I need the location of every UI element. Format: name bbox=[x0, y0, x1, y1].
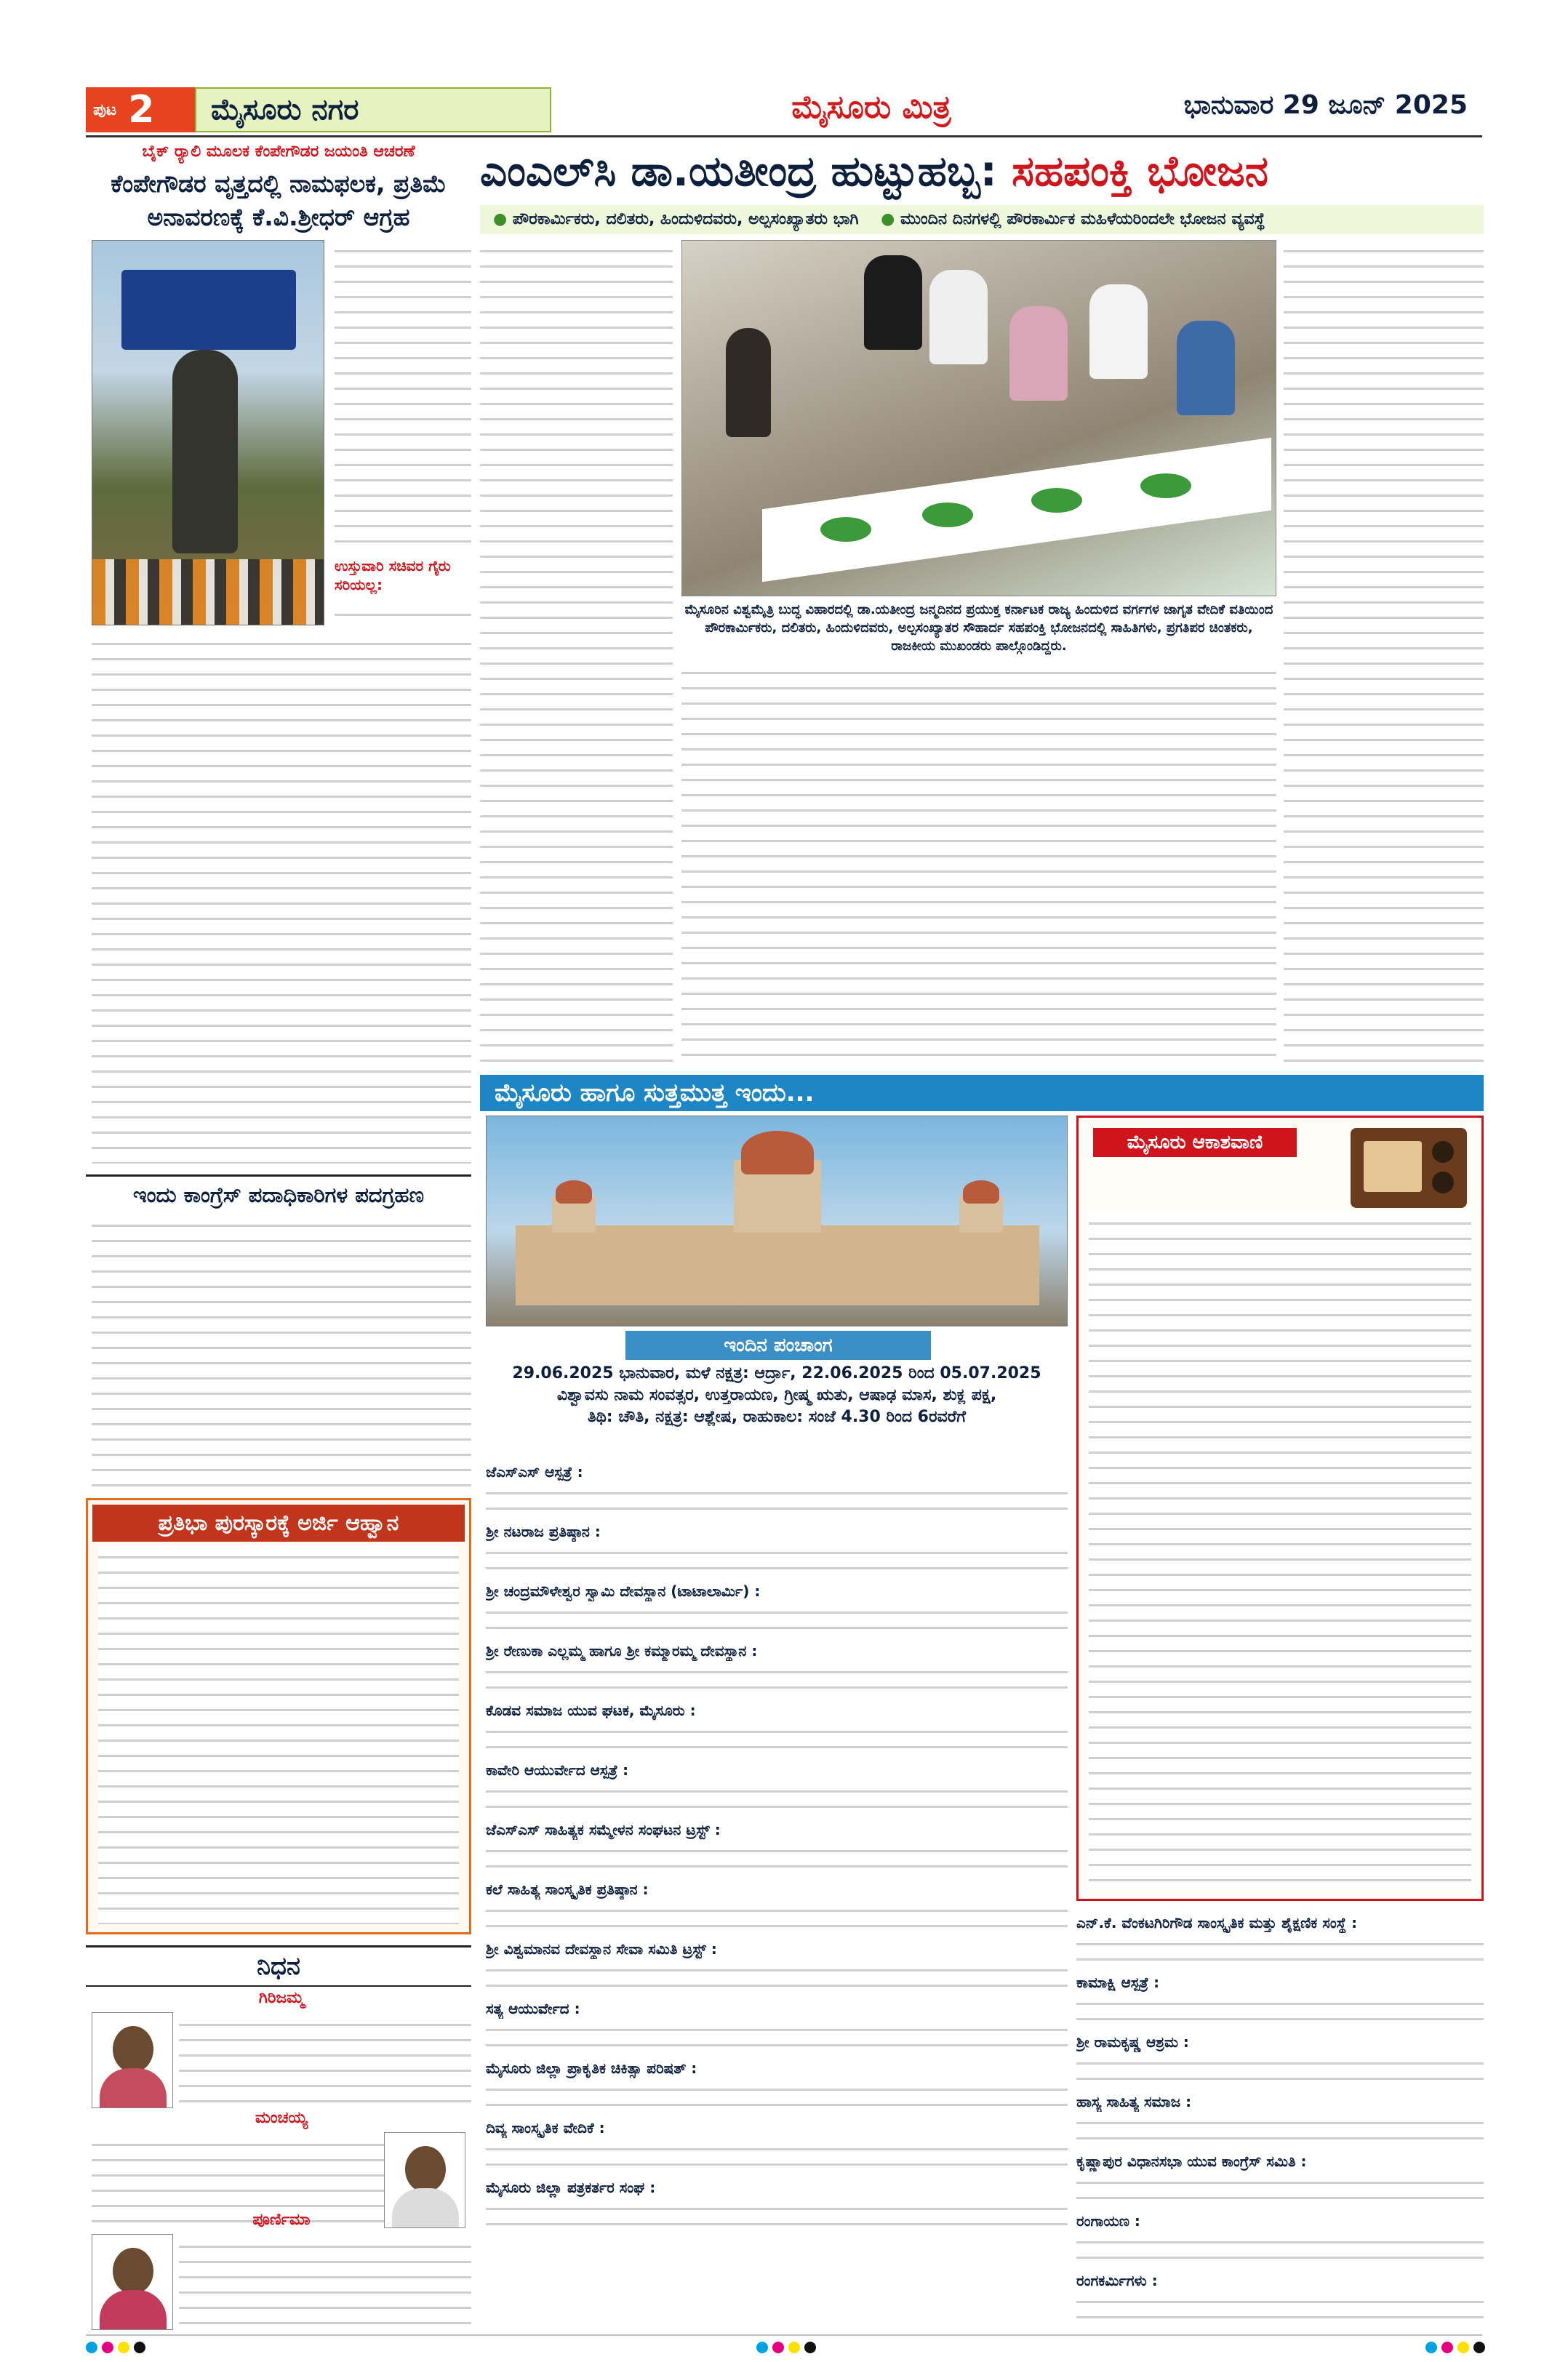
main-headline-red: ಸಹಪಂಕ್ತಿ ಭೋಜನ bbox=[1012, 146, 1269, 196]
event-listing-text bbox=[486, 2198, 1068, 2234]
event-listing bbox=[486, 2118, 1068, 2177]
radio-schedule-heading: ಮೈಸೂರು ಆಕಾಶವಾಣಿ bbox=[1093, 1128, 1297, 1157]
event-listing-title: ಕೃಷ್ಣಾಪುರ ವಿಧಾನಸಭಾ ಯುವ ಕಾಂಗ್ರೆಸ್ ಸಮಿತಿ : bbox=[1076, 2153, 1307, 2170]
registration-mark-icon bbox=[772, 2342, 784, 2353]
statue-crowd bbox=[92, 559, 324, 625]
main-story-subheads bbox=[480, 205, 1484, 234]
event-listing-text bbox=[486, 1482, 1068, 1518]
event-listing-text bbox=[486, 1601, 1068, 1638]
event-listing-text bbox=[486, 2019, 1068, 2055]
left-story-kicker: ಬೈಕ್ ರ್‍ಯಾಲಿ ಮೂಲಕ ಕೆಂಪೇಗೌಡರ ಜಯಂತಿ ಆಚರಣೆ bbox=[142, 143, 415, 161]
event-listing-title: ಕಾವೇರಿ ಆಯುರ್ವೇದ ಆಸ್ಪತ್ರೆ : bbox=[486, 1761, 629, 1779]
registration-mark-icon bbox=[1473, 2342, 1485, 2353]
registration-mark-icon bbox=[756, 2342, 768, 2353]
event-listing-title: ಹಾಸ್ಯ ಸಾಹಿತ್ಯ ಸಮಾಜ : bbox=[1076, 2093, 1192, 2110]
event-listing bbox=[486, 1581, 1068, 1641]
page-number-box bbox=[86, 87, 195, 132]
event-listing bbox=[1076, 1913, 1484, 1972]
photo-person bbox=[726, 328, 771, 437]
event-listing bbox=[486, 1521, 1068, 1581]
event-listing bbox=[486, 1462, 1068, 1521]
event-listing bbox=[1076, 2091, 1484, 2151]
masthead bbox=[86, 80, 1482, 138]
registration-mark-icon bbox=[788, 2342, 800, 2353]
event-listing-title: ಜೆಎಸ್‌ಎಸ್ ಆಸ್ಪತ್ರೆ : bbox=[486, 1463, 583, 1481]
obituary-name: ಮಂಚಯ್ಯ bbox=[255, 2109, 308, 2127]
event-listings-right bbox=[1076, 1913, 1484, 2330]
event-listing-text bbox=[1076, 1933, 1484, 1969]
prize-box-body-text bbox=[98, 1546, 459, 1924]
event-listing-text bbox=[486, 2138, 1068, 2174]
registration-mark-icon bbox=[102, 2342, 113, 2353]
event-listing-title: ಕಾಮಾಕ್ಷಿ ಆಸ್ಪತ್ರೆ : bbox=[1076, 1974, 1160, 1991]
event-listing bbox=[1076, 2211, 1484, 2270]
obituary-name: ಗಿರಿಜಮ್ಮ bbox=[258, 1989, 305, 2007]
main-story-body-text bbox=[1284, 240, 1484, 1069]
radio-schedule-text bbox=[1089, 1212, 1471, 1889]
event-listing bbox=[486, 1879, 1068, 1939]
obituaries-heading: ನಿಧನ bbox=[86, 1945, 471, 1987]
feast-photo bbox=[681, 240, 1276, 596]
bullet-icon: ● bbox=[493, 210, 508, 228]
event-listing-title: ಸತ್ಯ ಆಯುರ್ವೇದ : bbox=[486, 2000, 580, 2017]
page-number: 2 bbox=[128, 88, 155, 132]
obituary-photo bbox=[92, 2012, 173, 2108]
event-listing-text bbox=[486, 1899, 1068, 1936]
bullet-icon: ● bbox=[881, 210, 895, 228]
event-listing bbox=[486, 1939, 1068, 1998]
event-listing-title: ದಿವ್ಯ ಸಾಂಸ್ಕೃತಿಕ ವೇದಿಕೆ : bbox=[486, 2119, 605, 2137]
event-listing bbox=[486, 1641, 1068, 1700]
obituary-item bbox=[92, 2109, 471, 2131]
event-listing-text bbox=[1076, 1993, 1484, 2029]
obituary-photo-body bbox=[100, 2068, 167, 2108]
statue-figure bbox=[172, 350, 238, 553]
section-title: ಮೈಸೂರು ನಗರ bbox=[195, 87, 551, 132]
photo-table bbox=[762, 438, 1271, 582]
obituary-photo-head bbox=[405, 2146, 446, 2193]
feast-photo-caption: ಮೈಸೂರಿನ ವಿಶ್ವಮೈತ್ರಿ ಬುದ್ಧ ವಿಹಾರದಲ್ಲಿ ಡಾ.ಯತೀಂದ್ರ ಜನ್ಮದಿನದ ಪ್ರಯುಕ್ತ ಕರ್ನಾಟಕ ರಾಜ್ಯ ಹಿಂದುಳಿದ ವರ್ಗಗಳ ಜಾಗೃತ ವೇದಿಕೆ ವತಿಯಿಂದ ಪೌರಕಾರ್ಮಿಕರು, ದಲಿತರು, ಹಿಂದುಳಿದವರು, ಅಲ್ಪಸಂಖ್ಯಾತರ ಸೌಹಾರ್ದ ಸಹಪಂಕ್ತಿ ಭೋಜನದಲ್ಲಿ ಸಾಹಿತಿಗಳು, ಪ್ರಗತಿಪರ ಚಿಂತಕರು, ರಾಜಕೀಯ ಮುಖಂಡರು ಪಾಲ್ಗೊಂಡಿದ್ದರು. bbox=[684, 602, 1273, 654]
event-listing-text bbox=[1076, 2112, 1484, 2148]
event-listing-text bbox=[1076, 2231, 1484, 2267]
event-listing-title: ಶ್ರೀ ಚಂದ್ರಮೌಳೇಶ್ವರ ಸ್ವಾಮಿ ದೇವಸ್ಥಾನ (ಟಾಟಾಲಾರ್ಮಿ) : bbox=[486, 1582, 761, 1600]
registration-mark-icon bbox=[1425, 2342, 1437, 2353]
event-listing bbox=[1076, 1972, 1484, 2032]
event-listing-text bbox=[486, 1661, 1068, 1697]
event-listing-text bbox=[1076, 2171, 1484, 2208]
main-story-body-text bbox=[480, 240, 673, 1069]
statue-photo bbox=[92, 240, 324, 625]
palace-dome bbox=[963, 1180, 999, 1204]
event-listing-text bbox=[486, 2078, 1068, 2115]
radio-knob bbox=[1432, 1172, 1454, 1193]
radio-schedule-box bbox=[1076, 1116, 1484, 1901]
page-label: ಪುಟ bbox=[93, 100, 117, 119]
obituary-text bbox=[179, 2235, 471, 2329]
registration-mark-icon bbox=[118, 2342, 129, 2353]
palace-dome bbox=[741, 1131, 814, 1174]
radio-icon bbox=[1351, 1128, 1467, 1208]
event-listing-title: ಕೊಡವ ಸಮಾಜ ಯುವ ಘಟಕ, ಮೈಸೂರು : bbox=[486, 1702, 696, 1719]
registration-mark-icon bbox=[1457, 2342, 1469, 2353]
registration-mark-icon bbox=[86, 2342, 97, 2353]
photo-person bbox=[864, 255, 922, 350]
radio-knob bbox=[1432, 1141, 1454, 1163]
event-listing bbox=[486, 1700, 1068, 1760]
event-listing bbox=[486, 1760, 1068, 1819]
photo-person bbox=[1009, 306, 1068, 401]
obituary-photo bbox=[92, 2234, 173, 2330]
main-subhead-right: ಮುಂದಿನ ದಿನಗಳಲ್ಲಿ ಪೌರಕಾರ್ಮಿಕ ಮಹಿಳೆಯರಿಂದಲೇ ಭೋಜನ ವ್ಯವಸ್ಥೆ bbox=[900, 210, 1265, 228]
event-listing-title: ರಂಗಾಯಣ : bbox=[1076, 2212, 1140, 2230]
panchanga-line: 29.06.2025 ಭಾನುವಾರ, ಮಳೆ ನಕ್ಷತ್ರ: ಆರ್ದ್ರಾ, 22.06.2025 ರಿಂದ 05.07.2025 bbox=[512, 1364, 1041, 1382]
event-listing-title: ಶ್ರೀ ರಾಮಕೃಷ್ಣ ಆಶ್ರಮ : bbox=[1076, 2033, 1189, 2051]
event-listing bbox=[1076, 2151, 1484, 2211]
event-listing-title: ಕಲೆ ಸಾಹಿತ್ಯ ಸಾಂಸ್ಕೃತಿಕ ಪ್ರತಿಷ್ಠಾನ : bbox=[486, 1881, 649, 1898]
event-listing bbox=[486, 1998, 1068, 2058]
event-listing-title: ರಂಗಕರ್ಮಿಗಳು : bbox=[1076, 2272, 1158, 2289]
newspaper-logo: ಮೈಸೂರು ಮಿತ್ರ bbox=[791, 89, 951, 126]
event-listing bbox=[486, 1819, 1068, 1879]
palace-dome bbox=[556, 1180, 592, 1204]
left-story-body-text bbox=[335, 240, 471, 553]
obituary-item bbox=[92, 2211, 471, 2233]
obituary-photo-body bbox=[100, 2290, 167, 2330]
banana-leaf bbox=[922, 503, 973, 527]
event-listing-title: ಎನ್.ಕೆ. ವೆಂಕಟಗಿರಿಗೌಡ ಸಾಂಸ್ಕೃತಿಕ ಮತ್ತು ಶೈಕ್ಷಣಿಕ ಸಂಸ್ಥೆ : bbox=[1076, 1914, 1358, 1931]
photo-person bbox=[929, 270, 988, 364]
panchanga-text bbox=[486, 1363, 1068, 1428]
palace-photo bbox=[486, 1116, 1068, 1326]
event-listing-title: ಶ್ರೀ ನಟರಾಜ ಪ್ರತಿಷ್ಠಾನ : bbox=[486, 1523, 601, 1540]
congress-story-body-text bbox=[92, 1214, 471, 1491]
registration-mark-icon bbox=[804, 2342, 816, 2353]
event-listing-text bbox=[486, 1721, 1068, 1757]
palace-base bbox=[516, 1225, 1039, 1305]
registration-mark-icon bbox=[134, 2342, 145, 2353]
left-story-subhead: ಉಸ್ತುವಾರಿ ಸಚಿವರ ಗೈರು ಸರಿಯಲ್ಲ: bbox=[335, 557, 451, 593]
event-listing-text bbox=[486, 1959, 1068, 1995]
banana-leaf bbox=[1031, 488, 1082, 513]
event-listing bbox=[486, 2177, 1068, 2237]
prize-box bbox=[86, 1498, 471, 1934]
event-listing-text bbox=[486, 1542, 1068, 1578]
event-listing bbox=[1076, 2032, 1484, 2091]
main-subhead-left: ಪೌರಕಾರ್ಮಿಕರು, ದಲಿತರು, ಹಿಂದುಳಿದವರು, ಅಲ್ಪಸಂಖ್ಯಾತರು ಭಾಗಿ bbox=[512, 210, 859, 228]
panchanga-line: ವಿಶ್ವಾವಸು ನಾಮ ಸಂವತ್ಸರ, ಉತ್ತರಾಯಣ, ಗ್ರೀಷ್ಮ ಋತು, ಆಷಾಢ ಮಾಸ, ಶುಕ್ಲ ಪಕ್ಷ, bbox=[556, 1386, 997, 1404]
masthead-rule bbox=[86, 135, 1482, 137]
event-listing-title: ಮೈಸೂರು ಜಿಲ್ಲಾ ಪತ್ರಕರ್ತರ ಸಂಘ : bbox=[486, 2179, 656, 2196]
event-listing-title: ಮೈಸೂರು ಜಿಲ್ಲಾ ಪ್ರಾಕೃತಿಕ ಚಿಕಿತ್ಸಾ ಪರಿಷತ್ : bbox=[486, 2059, 697, 2077]
photo-person bbox=[1177, 321, 1235, 415]
event-listing-title: ಶ್ರೀ ವಿಶ್ವಮಾನವ ದೇವಸ್ಥಾನ ಸೇವಾ ಸಮಿತಿ ಟ್ರಸ್ಟ್ : bbox=[486, 1940, 717, 1958]
obituary-item bbox=[92, 1989, 471, 2011]
congress-story-headline: ಇಂದು ಕಾಂಗ್ರೆಸ್ ಪದಾಧಿಕಾರಿಗಳ ಪದಗ್ರಹಣ bbox=[86, 1174, 471, 1208]
radio-dial bbox=[1364, 1141, 1422, 1192]
event-listing bbox=[486, 2058, 1068, 2118]
event-listing bbox=[1076, 2270, 1484, 2330]
obituary-name: ಪೂರ್ಣಿಮಾ bbox=[252, 2211, 311, 2229]
footer-rule bbox=[86, 2334, 1482, 2336]
statue-banner bbox=[121, 270, 296, 350]
left-story-body-text bbox=[335, 604, 471, 625]
registration-mark-icon bbox=[1441, 2342, 1453, 2353]
left-story-body-text bbox=[92, 633, 471, 1164]
event-listing-text bbox=[1076, 2291, 1484, 2327]
panchanga-line: ತಿಥಿ: ಚೌತಿ, ನಕ್ಷತ್ರ: ಆಶ್ಲೇಷ, ರಾಹುಕಾಲ: ಸಂಜೆ 4.30 ರಿಂದ 6ರವರೆಗೆ bbox=[587, 1408, 967, 1426]
event-listing-text bbox=[486, 1780, 1068, 1817]
banana-leaf bbox=[1140, 473, 1191, 498]
photo-person bbox=[1089, 284, 1148, 379]
obituary-photo-head bbox=[113, 2026, 153, 2073]
event-listing-text bbox=[486, 1840, 1068, 1876]
event-listing-title: ಜೆಎಸ್‌ಎಸ್ ಸಾಹಿತ್ಯಕ ಸಮ್ಮೇಳನ ಸಂಘಟನ ಟ್ರಸ್ಟ್ : bbox=[486, 1821, 721, 1838]
obituary-photo-head bbox=[113, 2248, 153, 2294]
left-story-headline: ಕೆಂಪೇಗೌಡರ ವೃತ್ತದಲ್ಲಿ ನಾಮಫಲಕ, ಪ್ರತಿಮೆ ಅನಾವರಣಕ್ಕೆ ಕೆ.ವಿ.ಶ್ರೀಧರ್ ಆಗ್ರಹ bbox=[111, 169, 447, 231]
event-listings-left bbox=[486, 1462, 1068, 2237]
main-story-headline bbox=[480, 138, 1484, 204]
today-section-bar: ಮೈಸೂರು ಹಾಗೂ ಸುತ್ತಮುತ್ತ ಇಂದು... bbox=[480, 1075, 1484, 1111]
banana-leaf bbox=[820, 517, 871, 542]
panchanga-title: ಇಂದಿನ ಪಂಚಾಂಗ bbox=[625, 1331, 931, 1360]
main-story-body-text bbox=[681, 662, 1276, 1069]
issue-date: ಭಾನುವಾರ 29 ಜೂನ್ 2025 bbox=[1183, 90, 1468, 120]
event-listing-text bbox=[1076, 2052, 1484, 2089]
obituary-text bbox=[179, 2014, 471, 2107]
main-headline-black: ಎಂಎಲ್‌ಸಿ ಡಾ.ಯತೀಂದ್ರ ಹುಟ್ಟುಹಬ್ಬ: bbox=[480, 146, 997, 196]
prize-box-headline: ಪ್ರತಿಭಾ ಪುರಸ್ಕಾರಕ್ಕೆ ಅರ್ಜಿ ಆಹ್ವಾನ bbox=[92, 1505, 465, 1542]
event-listing-title: ಶ್ರೀ ರೇಣುಕಾ ಎಲ್ಲಮ್ಮ ಹಾಗೂ ಶ್ರೀ ಕಮ್ಮಾರಮ್ಮ ದೇವಸ್ಥಾನ : bbox=[486, 1642, 758, 1660]
